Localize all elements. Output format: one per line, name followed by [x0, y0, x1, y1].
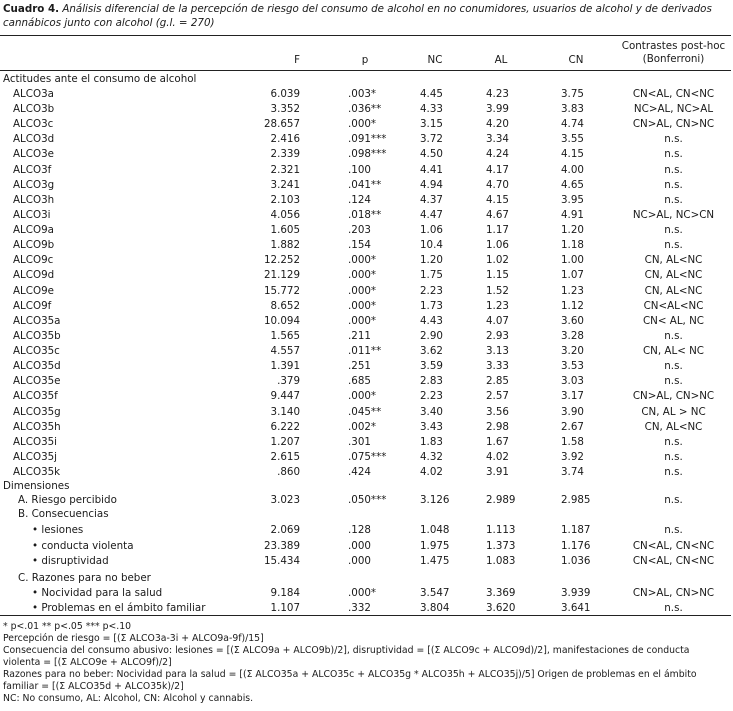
cell-contrast: CN>AL, CN>NC: [632, 587, 715, 599]
cell-al: 2.93: [486, 329, 509, 342]
cell-nc: 3.43: [420, 420, 443, 433]
cell-al: 4.15: [486, 193, 509, 206]
cell-al: 1.373: [486, 539, 516, 552]
cell-al: 3.99: [486, 103, 509, 116]
row-label: ALCO9a: [13, 224, 54, 237]
cell-cn: 1.12: [561, 299, 584, 312]
contrasts-line1: Contrastes post-hoc: [621, 40, 726, 52]
cell-cn: 3.641: [561, 602, 591, 614]
cell-p: .018**: [348, 208, 382, 221]
table-row: [0, 163, 731, 177]
cell-p: .251: [348, 360, 371, 373]
note-line: Consecuencia del consumo abusivo: lesiones = [(Σ ALCO9a + ALCO9b)/2], disruptividad = [(Σ ALCO9c + ALCO9d)/2], manifestaciones de conducta violenta = [(Σ ALCO9e + ALCO9f)/2]: [3, 645, 690, 668]
cell-f: 3.140: [270, 405, 300, 418]
cell-nc: 4.50: [420, 148, 443, 161]
cell-contrast: n.s.: [664, 435, 683, 448]
cell-contrast: n.s.: [664, 450, 683, 463]
cell-al: 4.02: [486, 450, 509, 463]
cell-f: 3.023: [270, 494, 300, 506]
dimension-title-razones: C. Razones para no beber: [18, 572, 151, 584]
bottom-rule: [0, 615, 731, 616]
cell-f: 2.069: [270, 524, 300, 536]
row-label: ALCO3d: [13, 133, 55, 146]
table-row: [0, 193, 731, 207]
cell-nc: 10.4: [420, 239, 443, 252]
cell-contrast: CN<AL, CN<NC: [632, 539, 715, 552]
cell-cn: 2.67: [561, 420, 584, 433]
cell-p: .301: [348, 435, 371, 448]
cell-al: 1.06: [486, 239, 509, 252]
cell-al: 3.91: [486, 466, 509, 478]
cell-nc: 3.547: [420, 587, 450, 599]
row-label: ALCO35a: [13, 314, 61, 327]
cell-al: 4.20: [486, 118, 509, 131]
cell-p: .124: [348, 193, 371, 206]
row-label: ALCO35i: [13, 435, 58, 448]
cell-f: 1.565: [270, 329, 300, 342]
row-label: ALCO3b: [13, 103, 55, 116]
cell-f: 28.657: [263, 118, 300, 131]
cell-cn: 1.176: [561, 539, 591, 552]
cell-nc: 3.62: [420, 345, 443, 358]
cell-p: .100: [348, 163, 371, 176]
row-label: ALCO35b: [13, 329, 61, 342]
cell-p: .050***: [348, 494, 387, 506]
cell-cn: 3.92: [561, 450, 584, 463]
cell-nc: 3.15: [420, 118, 443, 131]
cell-contrast: n.s.: [664, 602, 683, 614]
cell-p: .098***: [348, 148, 387, 161]
row-label: ALCO3h: [13, 193, 55, 206]
cell-nc: 1.048: [420, 524, 450, 536]
table-row: [0, 132, 731, 146]
cell-nc: 1.75: [420, 269, 443, 282]
cell-cn: 1.00: [561, 254, 584, 267]
cell-p: .075***: [348, 450, 387, 463]
cell-contrast: CN, AL<NC: [644, 269, 703, 282]
cell-contrast: CN, AL< NC: [642, 345, 704, 358]
row-label: • Problemas en el ámbito familiar: [32, 602, 206, 614]
cell-p: .203: [348, 224, 371, 237]
cell-cn: 1.20: [561, 224, 584, 237]
caption-label: Cuadro 4.: [3, 3, 60, 15]
cell-nc: 2.90: [420, 329, 443, 342]
table-row: [0, 554, 731, 568]
col-header-al: AL: [494, 54, 508, 66]
table-notes: [3, 621, 729, 705]
cell-cn: 1.18: [561, 239, 584, 252]
table-caption: [3, 2, 729, 30]
cell-contrast: n.s.: [664, 224, 683, 237]
cell-al: 3.369: [486, 587, 516, 599]
cell-nc: 3.59: [420, 360, 443, 373]
cell-p: .000*: [348, 314, 377, 327]
cell-f: 15.434: [263, 555, 300, 567]
cell-contrast: CN>AL, CN>NC: [632, 118, 715, 131]
row-label: ALCO9c: [13, 254, 54, 267]
cell-nc: 4.43: [420, 314, 443, 327]
row-label: • disruptividad: [32, 555, 109, 567]
cell-contrast: n.s.: [664, 148, 683, 161]
cell-cn: 3.60: [561, 314, 584, 327]
cell-f: 12.252: [263, 254, 300, 267]
cell-f: 4.557: [270, 345, 300, 358]
table-row: [0, 268, 731, 282]
cell-contrast: n.s.: [664, 178, 683, 191]
cell-contrast: n.s.: [664, 329, 683, 342]
cell-f: .379: [277, 375, 300, 388]
cell-f: 3.352: [270, 103, 300, 116]
cell-f: 23.389: [263, 539, 300, 552]
cell-nc: 3.72: [420, 133, 443, 146]
dimension-row-riesgo: [0, 493, 731, 507]
cell-nc: 4.02: [420, 466, 443, 478]
table-row: [0, 450, 731, 464]
cell-al: 1.23: [486, 299, 509, 312]
cell-cn: 3.20: [561, 345, 584, 358]
cell-p: .154: [348, 239, 371, 252]
cell-al: 2.98: [486, 420, 509, 433]
row-label: ALCO3a: [13, 88, 54, 100]
row-label: ALCO9f: [13, 299, 52, 312]
cell-cn: 3.28: [561, 329, 584, 342]
cell-cn: 2.985: [561, 494, 591, 506]
cell-f: 10.094: [263, 314, 300, 327]
table-row: [0, 405, 731, 419]
table-row: [0, 523, 731, 537]
cell-p: .000: [348, 539, 371, 552]
cell-f: 6.039: [270, 88, 300, 100]
cell-contrast: n.s.: [664, 375, 683, 388]
row-label: ALCO3f: [13, 163, 52, 176]
cell-f: 15.772: [263, 284, 300, 297]
cell-cn: 4.15: [561, 148, 584, 161]
cell-p: .000*: [348, 390, 377, 403]
table-row: [0, 314, 731, 328]
cell-cn: 3.95: [561, 193, 584, 206]
cell-contrast: CN, AL<NC: [644, 284, 703, 297]
col-header-cn: CN: [568, 54, 584, 66]
cell-p: .036**: [348, 103, 382, 116]
cell-p: .000*: [348, 284, 377, 297]
cell-cn: 1.036: [561, 555, 591, 567]
cell-nc: 4.41: [420, 163, 443, 176]
cell-contrast: n.s.: [664, 239, 683, 252]
cell-p: .685: [348, 375, 371, 388]
cell-contrast: CN>AL, CN>NC: [632, 390, 715, 403]
cell-f: 4.056: [270, 208, 300, 221]
cell-f: 3.241: [270, 178, 300, 191]
row-label: • conducta violenta: [32, 539, 134, 552]
top-rule: [0, 35, 731, 36]
dimension-title-consecuencias: B. Consecuencias: [18, 508, 109, 520]
table-row: [0, 465, 731, 479]
cell-contrast: CN, AL<NC: [644, 420, 703, 433]
cell-f: 2.103: [270, 193, 300, 206]
cell-contrast: n.s.: [664, 193, 683, 206]
row-label: ALCO35k: [13, 466, 61, 478]
cell-contrast: n.s.: [664, 163, 683, 176]
cell-cn: 1.23: [561, 284, 584, 297]
cell-p: .000*: [348, 587, 377, 599]
section-title-attitudes: Actitudes ante el consumo de alcohol: [3, 73, 197, 85]
cell-contrast: NC>AL, NC>AL: [633, 103, 714, 116]
cell-nc: 2.83: [420, 375, 443, 388]
cell-cn: 1.187: [561, 524, 591, 536]
table-row: [0, 223, 731, 237]
cell-f: 2.416: [270, 133, 300, 146]
row-label: • lesiones: [32, 524, 84, 536]
table-row: [0, 147, 731, 161]
cell-al: 4.24: [486, 148, 509, 161]
row-label: ALCO35j: [13, 450, 58, 463]
cell-contrast: CN, AL<NC: [644, 254, 703, 267]
cell-al: 1.67: [486, 435, 509, 448]
cell-f: 21.129: [263, 269, 300, 282]
row-label: A. Riesgo percibido: [18, 494, 117, 506]
cell-p: .091***: [348, 133, 387, 146]
cell-nc: 1.20: [420, 254, 443, 267]
cell-f: .860: [277, 466, 300, 478]
col-header-contrasts: [616, 40, 731, 66]
cell-p: .041**: [348, 178, 382, 191]
cell-p: .011**: [348, 345, 382, 358]
col-header-p: p: [361, 54, 369, 66]
cell-cn: 4.65: [561, 178, 584, 191]
cell-cn: 3.03: [561, 375, 584, 388]
cell-al: 4.07: [486, 314, 509, 327]
cell-p: .128: [348, 524, 371, 536]
table-row: [0, 284, 731, 298]
table-row: [0, 435, 731, 449]
cell-nc: 4.94: [420, 178, 443, 191]
cell-contrast: n.s.: [664, 494, 683, 506]
cell-p: .000*: [348, 269, 377, 282]
cell-p: .332: [348, 602, 371, 614]
cell-p: .000: [348, 555, 371, 567]
col-header-f: F: [294, 54, 300, 66]
note-line: NC: No consumo, AL: Alcohol, CN: Alcohol y cannabis.: [3, 693, 254, 704]
cell-al: 3.34: [486, 133, 509, 146]
row-label: ALCO35c: [13, 345, 60, 358]
row-label: ALCO3e: [13, 148, 54, 161]
table-row: [0, 539, 731, 553]
cell-f: 9.447: [270, 390, 300, 403]
cell-contrast: CN<AL, CN<NC: [632, 88, 715, 100]
cell-contrast: CN< AL, NC: [642, 314, 704, 327]
cell-nc: 4.32: [420, 450, 443, 463]
row-label: ALCO35e: [13, 375, 61, 388]
cell-p: .000*: [348, 299, 377, 312]
cell-nc: 4.47: [420, 208, 443, 221]
cell-f: 1.107: [270, 602, 300, 614]
cell-f: 1.207: [270, 435, 300, 448]
cell-al: 1.083: [486, 555, 516, 567]
cell-nc: 3.804: [420, 602, 450, 614]
table-row: [0, 374, 731, 388]
cell-p: .045**: [348, 405, 382, 418]
row-label: • Nocividad para la salud: [32, 587, 163, 599]
cell-nc: 4.45: [420, 88, 443, 100]
note-line: * p<.01 ** p<.05 *** p<.10: [3, 621, 132, 632]
cell-p: .000*: [348, 118, 377, 131]
cell-cn: 3.17: [561, 390, 584, 403]
cell-al: 4.17: [486, 163, 509, 176]
cell-al: 3.13: [486, 345, 509, 358]
table-row: [0, 102, 731, 116]
table-row: [0, 117, 731, 131]
cell-contrast: n.s.: [664, 133, 683, 146]
cell-p: .002*: [348, 420, 377, 433]
note-line: Razones para no beber: Nocividad para la salud = [(Σ ALCO35a + ALCO35c + ALCO35g * ALCO35h + ALCO35j)/5] Origen de problemas en el ámbito familiar = [(Σ ALCO35d + ALCO35k)/2]: [3, 669, 697, 692]
cell-al: 4.67: [486, 208, 509, 221]
cell-contrast: n.s.: [664, 466, 683, 478]
cell-nc: 3.40: [420, 405, 443, 418]
cell-nc: 3.126: [420, 494, 450, 506]
cell-al: 2.989: [486, 494, 516, 506]
cell-f: 2.321: [270, 163, 300, 176]
cell-p: .000*: [348, 254, 377, 267]
cell-cn: 3.53: [561, 360, 584, 373]
cell-al: 1.02: [486, 254, 509, 267]
cell-al: 1.15: [486, 269, 509, 282]
cell-cn: 3.90: [561, 405, 584, 418]
cell-cn: 3.55: [561, 133, 584, 146]
cell-al: 1.52: [486, 284, 509, 297]
cell-al: 3.33: [486, 360, 509, 373]
cell-contrast: CN, AL > NC: [641, 405, 706, 418]
table-row: [0, 178, 731, 192]
cell-nc: 1.83: [420, 435, 443, 448]
table-row: [0, 329, 731, 343]
cell-nc: 1.475: [420, 555, 450, 567]
row-label: ALCO3c: [13, 118, 54, 131]
cell-al: 3.56: [486, 405, 509, 418]
table-row: [0, 389, 731, 403]
table-row: [0, 87, 731, 101]
cell-p: .003*: [348, 88, 377, 100]
cell-nc: 2.23: [420, 284, 443, 297]
col-header-nc: NC: [427, 54, 443, 66]
cell-al: 1.113: [486, 524, 516, 536]
cell-f: 2.339: [270, 148, 300, 161]
row-label: ALCO9b: [13, 239, 55, 252]
cell-al: 4.23: [486, 88, 509, 100]
row-label: ALCO35d: [13, 360, 61, 373]
cell-contrast: n.s.: [664, 360, 683, 373]
cell-contrast: CN<AL, CN<NC: [632, 555, 715, 567]
cell-f: 8.652: [270, 299, 300, 312]
table-row: [0, 344, 731, 358]
cell-nc: 1.73: [420, 299, 443, 312]
cell-cn: 1.58: [561, 435, 584, 448]
table-row: [0, 586, 731, 600]
contrasts-line2: (Bonferroni): [642, 53, 705, 65]
cell-al: 4.70: [486, 178, 509, 191]
cell-cn: 3.74: [561, 466, 584, 478]
row-label: ALCO9d: [13, 269, 55, 282]
cell-cn: 3.75: [561, 88, 584, 100]
cell-contrast: n.s.: [664, 524, 683, 536]
cell-cn: 4.74: [561, 118, 584, 131]
table-row: [0, 359, 731, 373]
cell-nc: 2.23: [420, 390, 443, 403]
table-row: [0, 420, 731, 434]
cell-f: 1.391: [270, 360, 300, 373]
section-title-dimensions: Dimensiones: [3, 480, 70, 492]
cell-nc: 1.06: [420, 224, 443, 237]
cell-cn: 1.07: [561, 269, 584, 282]
cell-cn: 4.91: [561, 208, 584, 221]
cell-nc: 4.33: [420, 103, 443, 116]
cell-al: 1.17: [486, 224, 509, 237]
cell-f: 2.615: [270, 450, 300, 463]
cell-cn: 4.00: [561, 163, 584, 176]
cell-al: 2.57: [486, 390, 509, 403]
cell-al: 3.620: [486, 602, 516, 614]
caption-text: Análisis diferencial de la percepción de riesgo del consumo de alcohol en no conumidores, usuarios de alcohol y de derivados cannábicos junto con alcohol (g.l. = 270): [3, 3, 712, 29]
row-label: ALCO3i: [13, 208, 51, 221]
table-row: [0, 299, 731, 313]
cell-nc: 1.975: [420, 539, 450, 552]
row-label: ALCO35g: [13, 405, 61, 418]
cell-contrast: CN<AL<NC: [643, 299, 704, 312]
cell-f: 6.222: [270, 420, 300, 433]
cell-contrast: NC>AL, NC>CN: [632, 208, 715, 221]
header-rule: [0, 70, 731, 71]
table-row: [0, 208, 731, 222]
cell-cn: 3.83: [561, 103, 584, 116]
table-row: [0, 253, 731, 267]
cell-p: .211: [348, 329, 371, 342]
table-row: [0, 601, 731, 615]
cell-al: 2.85: [486, 375, 509, 388]
row-label: ALCO35h: [13, 420, 61, 433]
cell-f: 1.605: [270, 224, 300, 237]
row-label: ALCO9e: [13, 284, 54, 297]
table-row: [0, 238, 731, 252]
cell-f: 9.184: [270, 587, 300, 599]
note-line: Percepción de riesgo = [(Σ ALCO3a-3i + ALCO9a-9f)/15]: [3, 633, 264, 644]
cell-cn: 3.939: [561, 587, 591, 599]
cell-nc: 4.37: [420, 193, 443, 206]
cell-f: 1.882: [270, 239, 300, 252]
cell-p: .424: [348, 466, 371, 478]
row-label: ALCO35f: [13, 390, 58, 403]
row-label: ALCO3g: [13, 178, 55, 191]
